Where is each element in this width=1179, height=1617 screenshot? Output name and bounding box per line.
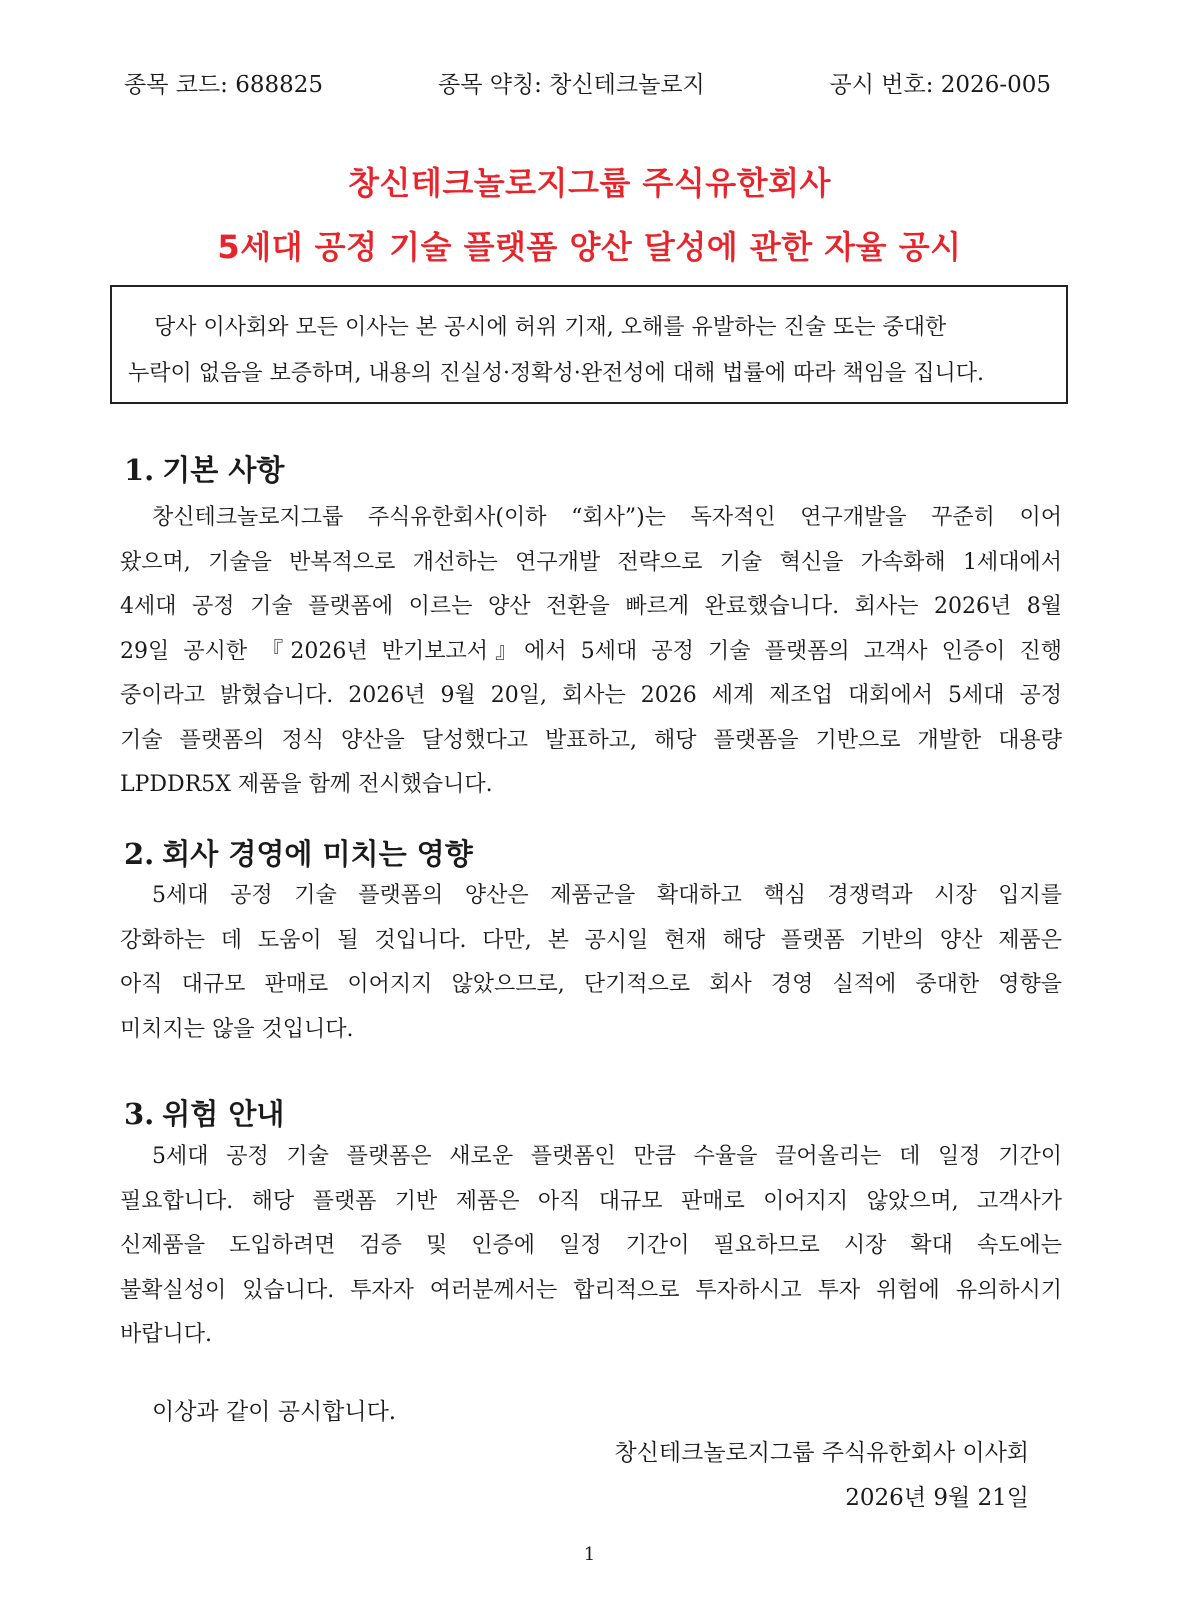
paragraph-line: 5세대 공정 기술 플랫폼은 새로운 플랫폼인 만큼 수율을 끌어올리는 데 일정 기간이: [152, 1144, 1062, 1169]
stock-code: 종목 코드: 688825: [124, 72, 324, 98]
paragraph-line: 불확실성이 있습니다. 투자자 여러분께서는 합리적으로 투자하시고 투자 위험에 유의하시기: [120, 1277, 1062, 1303]
section-title: 기본 사항: [162, 453, 285, 487]
section-title: 위험 안내: [162, 1097, 285, 1131]
section-heading-risk: [124, 1092, 284, 1133]
section-body-risk: [120, 1135, 1062, 1358]
paragraph-line: 기술 플랫폼의 정식 양산을 달성했다고 발표하고, 해당 플랫폼을 기반으로 개발한 대용량: [120, 727, 1062, 753]
stock-abbreviation: 종목 약칭: 창신테크놀로지: [438, 72, 705, 98]
document-title-subject: 5세대 공정 기술 플랫폼 양산 달성에 관한 자율 공시: [217, 228, 962, 266]
section-heading-basic: [124, 448, 284, 489]
paragraph-line: 바랍니다.: [120, 1322, 213, 1347]
section-number: 2.: [124, 837, 155, 871]
page-number: 1: [583, 1544, 596, 1565]
section-body-impact: [120, 874, 1062, 1052]
paragraph-line: 창신테크놀로지그룹 주식유한회사(이하 “회사”)는 독자적인 연구개발을 꾸준히 이어: [152, 505, 1062, 530]
section-title: 회사 경영에 미치는 영향: [162, 837, 473, 871]
paragraph-line: 왔으며, 기술을 반복적으로 개선하는 연구개발 전략으로 기술 혁신을 가속화해 1세대에서: [120, 549, 1062, 575]
signature-board: 창신테크놀로지그룹 주식유한회사 이사회: [614, 1440, 1029, 1466]
paragraph-line: 중이라고 밝혔습니다. 2026년 9월 20일, 회사는 2026 세계 제조업 대회에서 5세대 공정: [120, 683, 1062, 708]
paragraph-line: 아직 대규모 판매로 이어지지 않았으므로, 단기적으로 회사 경영 실적에 중대한 영향을: [120, 972, 1062, 997]
closing-statement: 이상과 같이 공시합니다.: [152, 1399, 397, 1425]
liability-statement-line: 당사 이사회와 모든 이사는 본 공시에 허위 기재, 오해를 유발하는 진술 또는 중대한: [154, 315, 947, 340]
section-number: 3.: [124, 1097, 155, 1131]
paragraph-line: 5세대 공정 기술 플랫폼의 양산은 제품군을 확대하고 핵심 경쟁력과 시장 입지를: [152, 883, 1062, 908]
liability-statement-box: [110, 285, 1068, 404]
paragraph-line: 미치지는 않을 것입니다.: [120, 1016, 354, 1042]
document-title-company: 창신테크놀로지그룹 주식유한회사: [348, 164, 831, 202]
paragraph-line: 필요합니다. 해당 플랫폼 기반 제품은 아직 대규모 판매로 이어지지 않았으며, 고객사가: [120, 1188, 1062, 1214]
notice-number: 공시 번호: 2026-005: [829, 72, 1051, 98]
paragraph-line: 신제품을 도입하려면 검증 및 인증에 일정 기간이 필요하므로 시장 확대 속도에는: [120, 1233, 1062, 1258]
section-body-basic: [120, 496, 1062, 808]
header-meta: [0, 66, 1179, 100]
section-number: 1.: [124, 453, 155, 487]
paragraph-line: 29일 공시한 『2026년 반기보고서』에서 5세대 공정 기술 플랫폼의 고객사 인증이 진행: [120, 638, 1062, 664]
liability-statement-line: 누락이 없음을 보증하며, 내용의 진실성·정확성·완전성에 대해 법률에 따라 책임을 집니다.: [128, 361, 984, 386]
paragraph-line: LPDDR5X 제품을 함께 전시했습니다.: [120, 772, 493, 797]
paragraph-line: 4세대 공정 기술 플랫폼에 이르는 양산 전환을 빠르게 완료했습니다. 회사는 2026년 8월: [120, 594, 1062, 619]
paragraph-line: 강화하는 데 도움이 될 것입니다. 다만, 본 공시일 현재 해당 플랫폼 기반의 양산 제품은: [120, 927, 1062, 953]
announcement-date: 2026년 9월 21일: [845, 1485, 1029, 1511]
section-heading-impact: [124, 832, 473, 873]
